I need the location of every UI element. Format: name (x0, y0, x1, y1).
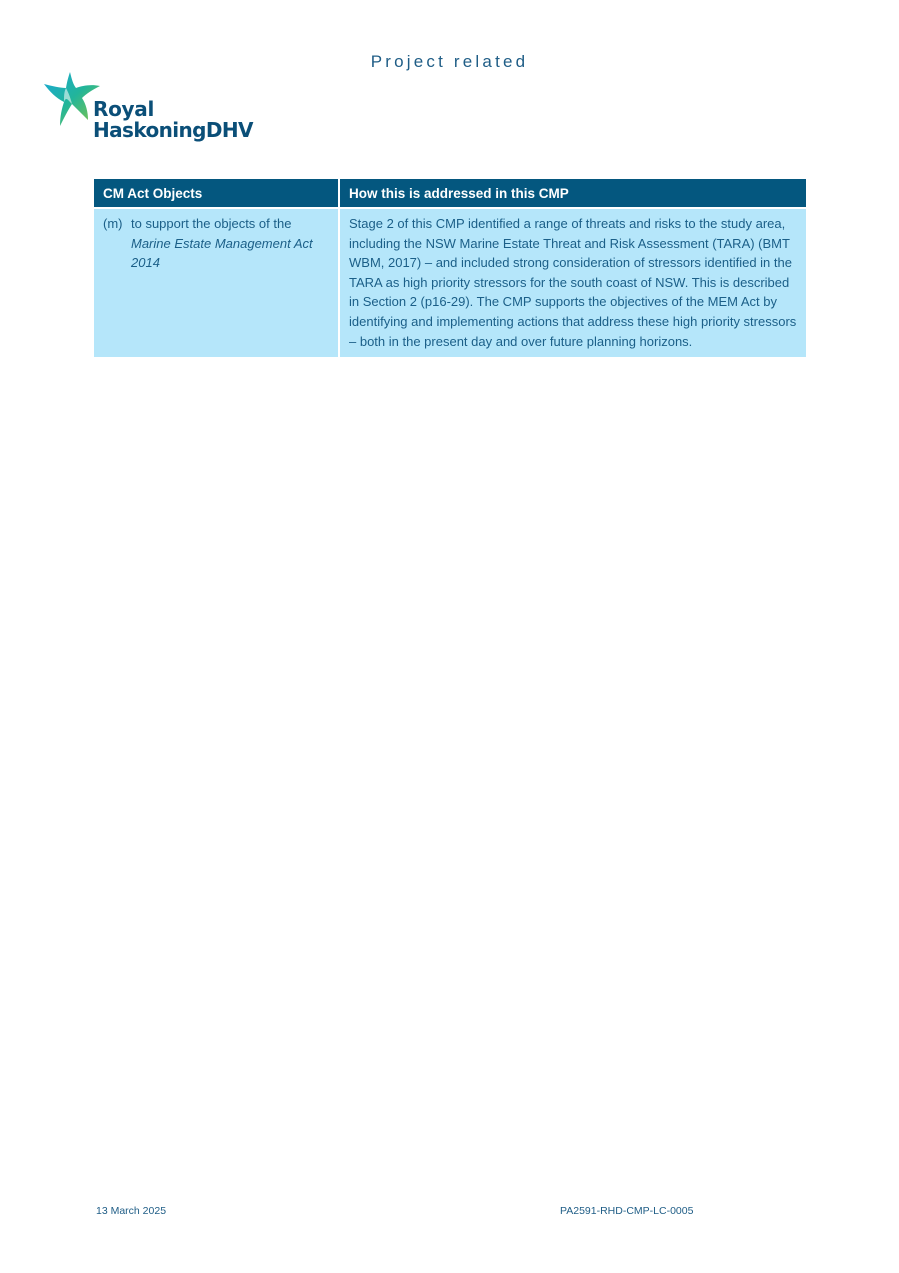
logo-wordmark (93, 99, 253, 141)
how-addressed-cell: Stage 2 of this CMP identified a range of threats and risks to the study area, including the NSW Marine Estate Threat and Risk Assessment (TARA) (BMT WBM, 2017) – and included strong consideration of stressors identified in the TARA as high priority stressors for the south coast of NSW. This is described in Section 2 (p16-29). The CMP supports the objectives of the MEM Act by identifying and implementing actions that address these high priority stressors – both in the present day and over future planning horizons. (339, 208, 806, 357)
cm-act-object-text (131, 214, 329, 273)
list-item (103, 214, 329, 273)
cm-act-objects-table (94, 179, 806, 357)
cm-act-object-cell (94, 208, 339, 357)
object-plain-text: to support the objects of the (131, 216, 292, 231)
act-name: Marine Estate Management Act 2014 (131, 235, 313, 271)
company-logo (42, 70, 262, 150)
footer-date: 13 March 2025 (96, 1205, 167, 1217)
column-header-cm-act-objects: CM Act Objects (94, 179, 339, 208)
list-marker: (m) (103, 216, 123, 231)
footer-reference: PA2591-RHD-CMP-LC-0005 (560, 1205, 694, 1217)
table-header-row (94, 179, 806, 208)
table-row (94, 208, 806, 357)
logo-line-royal: Royal (93, 97, 155, 121)
logo-line-haskoningdhv: HaskoningDHV (93, 118, 253, 142)
document-classification: Project related (370, 52, 529, 71)
column-header-how-addressed: How this is addressed in this CMP (339, 179, 806, 208)
